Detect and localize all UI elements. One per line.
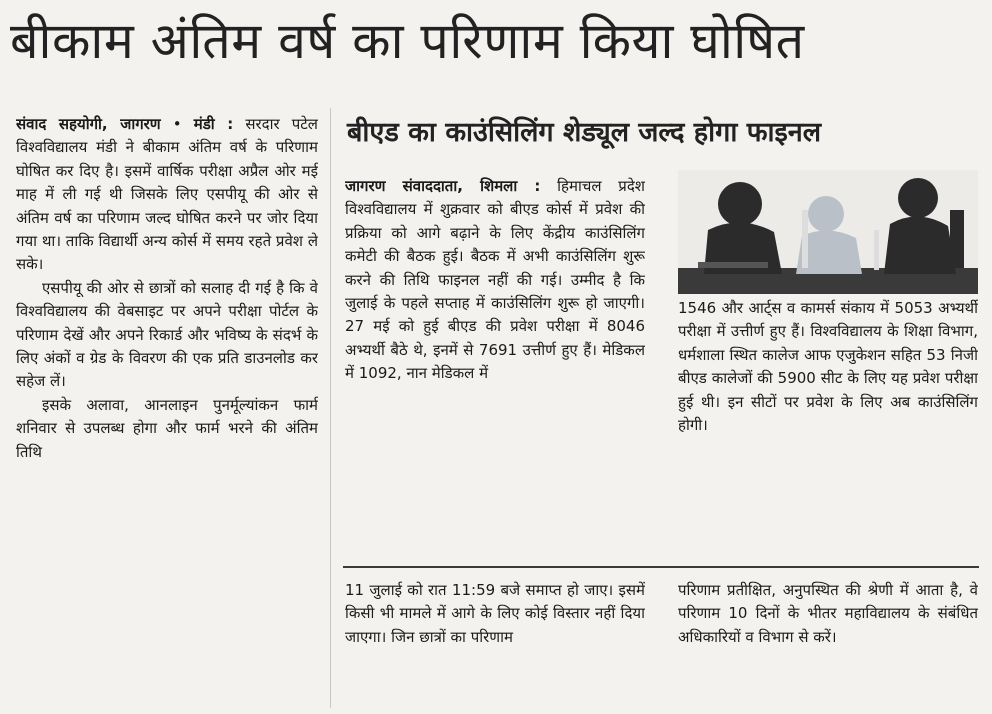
article-bcom-paragraph-2: एसपीयू की ओर से छात्रों को सलाह दी गई है कि वे विश्वविद्यालय की वेबसाइट पर अपने परीक्षा पोर्टल के परिणाम देखें और अपने रिकार्ड और भविष्य के संदर्भ के लिए अंकों व ग्रेड के विवरण की एक प्रति डाउनलोड कर सहेज लें। bbox=[16, 278, 318, 391]
article-divider-rule bbox=[343, 566, 979, 568]
dateline: संवाद सहयोगी, जागरण bbox=[16, 115, 161, 133]
article-bcom-paragraph-4: 11 जुलाई को रात 11:59 बजे समाप्त हो जाए। इसमें किसी भी मामले में आगे के लिए कोई विस्तार नहीं दिया जाएगा। जिन छात्रों का परिणाम bbox=[345, 581, 645, 646]
article-bed-column-1 bbox=[345, 175, 645, 555]
article-bcom-paragraph-5: परिणाम प्रतीक्षित, अनुपस्थित की श्रेणी में आता है, वे परिणाम 10 दिनों के भीतर महाविद्यालय के संबंधित अधिकारियों व विभाग से करें। bbox=[678, 581, 978, 646]
article-bed-paragraph-1 bbox=[345, 175, 645, 386]
paragraph-text: सरदार पटेल विश्वविद्यालय मंडी ने बीकाम अंतिम वर्ष के परिणाम घोषित कर दिए है। इसमें वार्षिक परीक्षा अप्रैल ओर मई माह में ली गई थी जिसके लिए एसपीयू की ओर से अंतिम वर्ष का परिणाम जल्द घोषित करने पर जोर दिया गया था। ताकि विद्यार्थी अन्य कोर्स में समय रहते प्रवेश ले सके। bbox=[16, 115, 318, 274]
article-bcom-column-2 bbox=[345, 579, 645, 709]
article-bcom-paragraph-3: इसके अलावा, आनलाइन पुनर्मूल्यांकन फार्म शनिवार से उपलब्ध होगा और फार्म भरने की अंतिम तिथि bbox=[16, 395, 318, 461]
students-silhouette-image bbox=[678, 170, 978, 294]
dateline-shimla: जागरण संवाददाता, शिमला : bbox=[345, 177, 541, 195]
students-exam-photo bbox=[678, 170, 978, 294]
article-bcom-column-3 bbox=[678, 579, 978, 709]
article-bcom-paragraph-1 bbox=[16, 113, 318, 277]
dateline-separator: • bbox=[172, 115, 182, 133]
dateline-location: मंडी : bbox=[193, 115, 234, 133]
headline-bed-counselling: बीएड का काउंसिलिंग शेड्यूल जल्द होगा फाइनल bbox=[347, 117, 822, 148]
headline-bcom-result: बीकाम अंतिम वर्ष का परिणाम किया घोषित bbox=[10, 12, 805, 70]
article-bed-column-2 bbox=[678, 297, 978, 551]
article-bcom-column-1 bbox=[16, 113, 318, 709]
paragraph-text: हिमाचल प्रदेश विश्वविद्यालय में शुक्रवार को बीएड कोर्स में प्रवेश की प्रक्रिया को आगे बढ़ाने के लिए केंद्रीय काउंसिलिंग कमेटी की बैठक हुई। बैठक में अभी काउंसिलिंग शुरू करने की तिथि फाइनल नहीं की गई। उम्मीद है कि जुलाई के पहले सप्ताह में काउंसिलिंग शुरू हो जाएगी। 27 मई को हुई बीएड की प्रवेश परीक्षा में 8046 अभ्यर्थी बैठे थे, इनमें से 7691 उत्तीर्ण हुए हैं। मेडिकल में 1092, नान मेडिकल में bbox=[345, 177, 645, 383]
article-bed-paragraph-2: 1546 और आर्ट्स व कामर्स संकाय में 5053 अभ्यर्थी परीक्षा में उत्तीर्ण हुए हैं। विश्वविद्यालय के शिक्षा विभाग, धर्मशाला स्थित कालेज आफ एजुकेशन सहित 53 निजी बीएड कालेजों की 5900 सीट के लिए यह प्रवेश परीक्षा हुई थी। इन सीटों पर प्रवेश के लिए अब काउंसिलिंग होगी। bbox=[678, 299, 978, 435]
column-divider bbox=[330, 108, 331, 708]
